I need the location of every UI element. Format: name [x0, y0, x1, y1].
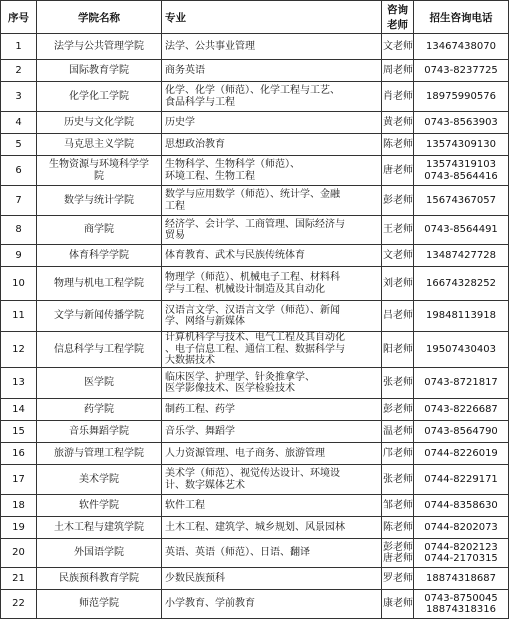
consult-teacher-name: 刘老师 [383, 277, 413, 289]
college-name-cell [37, 421, 162, 443]
college-name-line: 国际教育学院 [69, 64, 129, 76]
phone-number: 0743-8564491 [424, 224, 498, 236]
row-number: 18 [1, 495, 37, 517]
table-row [1, 332, 509, 368]
row-number: 9 [1, 245, 37, 267]
table-row [1, 590, 509, 619]
phone-number: 13467438070 [426, 40, 496, 52]
major-list-line: 美术学（师范）、视觉传达设计、环境设 [165, 468, 340, 479]
phone-cell [414, 156, 509, 186]
college-name-cell [37, 332, 162, 368]
consult-teacher-name: 邝老师 [383, 447, 413, 459]
phone-number: 18874318687 [426, 572, 496, 584]
phone-cell [414, 112, 509, 134]
consult-teacher-name: 文老师 [383, 249, 413, 261]
consult-teacher-name: 陈老师 [383, 521, 413, 533]
row-number: 1 [1, 34, 37, 60]
phone-number: 0744-8226019 [424, 447, 498, 459]
consult-teacher-cell [382, 134, 414, 156]
major-list-cell [162, 495, 382, 517]
header-phone: 招生咨询电话 [414, 1, 509, 34]
consult-teacher-name: 彭老师 [383, 541, 413, 553]
consult-teacher-name: 张老师 [383, 473, 413, 485]
major-list-cell [162, 245, 382, 267]
major-list-cell [162, 82, 382, 112]
row-number: 17 [1, 465, 37, 495]
major-list-line: 临床医学、护理学、针灸推拿学、 [165, 371, 315, 383]
major-list-cell [162, 443, 382, 465]
consult-teacher-name: 周老师 [383, 64, 413, 76]
major-list-line: 土木工程、建筑学、城乡规划、风景园林 [165, 521, 345, 533]
consult-teacher-cell [382, 186, 414, 216]
major-list-line: 法学、公共事业管理 [165, 40, 255, 52]
major-list-line: 经济学、会计学、工商管理、国际经济与 [165, 218, 345, 230]
consult-teacher-name: 吕老师 [383, 310, 413, 322]
consult-teacher-cell [382, 34, 414, 60]
phone-number: 0744-8229171 [424, 473, 498, 485]
phone-number: 0743-8750045 [424, 592, 498, 604]
row-number: 3 [1, 82, 37, 112]
consult-teacher-cell [382, 267, 414, 301]
header-major: 专业 [162, 1, 382, 34]
major-list-cell [162, 216, 382, 245]
major-list-line: 体育教育、武术与民族传统体育 [165, 249, 305, 261]
phone-cell [414, 34, 509, 60]
consult-teacher-cell [382, 399, 414, 421]
row-number: 2 [1, 60, 37, 82]
major-list-cell [162, 590, 382, 619]
consult-teacher-cell [382, 590, 414, 619]
college-name-cell [37, 368, 162, 399]
row-number: 8 [1, 216, 37, 245]
consult-teacher-cell [382, 421, 414, 443]
major-list-line: 软件工程 [165, 499, 205, 511]
major-list-line: 商务英语 [165, 64, 205, 76]
college-name-line: 土木工程与建筑学院 [54, 521, 144, 533]
consult-teacher-name: 文老师 [383, 40, 413, 52]
major-list-line: 历史学 [165, 116, 195, 128]
table-row [1, 82, 509, 112]
table-row [1, 465, 509, 495]
consult-teacher-name: 邹老师 [383, 499, 413, 511]
consult-teacher-name: 张老师 [383, 377, 413, 389]
college-name-line: 院 [94, 170, 104, 182]
row-number: 4 [1, 112, 37, 134]
consult-teacher-cell [382, 465, 414, 495]
college-name-line: 生物资源与环境科学学 [49, 159, 149, 170]
major-list-line: 计算机科学与技术、电气工程及其自动化 [165, 332, 345, 344]
consult-teacher-name: 温老师 [383, 425, 413, 437]
college-name-line: 音乐舞蹈学院 [69, 425, 129, 437]
phone-number: 0744-8202123 [424, 541, 498, 553]
phone-number: 13574309130 [426, 138, 496, 150]
phone-number: 19507430403 [426, 343, 496, 355]
consult-teacher-cell [382, 60, 414, 82]
table-row [1, 495, 509, 517]
row-number: 21 [1, 568, 37, 590]
table-row [1, 443, 509, 465]
college-name-cell [37, 245, 162, 267]
table-row [1, 568, 509, 590]
major-list-line: 工程 [165, 200, 185, 212]
college-name-cell [37, 443, 162, 465]
phone-cell [414, 368, 509, 399]
consult-teacher-name: 唐老师 [383, 164, 413, 176]
college-name-cell [37, 517, 162, 539]
table-row [1, 216, 509, 245]
college-name-line: 文学与新闻传播学院 [54, 310, 144, 322]
phone-cell [414, 517, 509, 539]
major-list-line: 少数民族预科 [165, 572, 225, 584]
major-list-line: 化学、化学（师范）、化学工程与工艺、 [165, 85, 340, 96]
college-name-line: 法学与公共管理学院 [54, 40, 144, 52]
phone-number: 0744-2170315 [424, 553, 498, 564]
college-name-line: 药学院 [84, 403, 114, 415]
table-row [1, 539, 509, 568]
college-name-cell [37, 465, 162, 495]
phone-number: 0744-8358630 [424, 499, 498, 511]
consult-teacher-name: 阳老师 [383, 343, 413, 355]
consult-teacher-cell [382, 245, 414, 267]
college-name-cell [37, 590, 162, 619]
college-name-line: 物理与机电工程学院 [54, 277, 144, 289]
table-row [1, 368, 509, 399]
major-list-cell [162, 568, 382, 590]
phone-number: 18975990576 [426, 90, 496, 102]
college-name-line: 美术学院 [79, 473, 119, 485]
major-list-cell [162, 368, 382, 399]
consult-teacher-name: 康老师 [383, 598, 413, 610]
consult-teacher-cell [382, 517, 414, 539]
major-list-cell [162, 517, 382, 539]
major-list-line: 音乐学、舞蹈学 [165, 425, 235, 437]
major-list-line: 学与工程、机械设计制造及其自动化 [165, 283, 325, 295]
college-name-cell [37, 539, 162, 568]
major-list-line: 计、数字媒体艺术 [165, 479, 245, 491]
phone-number: 0743-8564416 [424, 170, 498, 182]
phone-cell [414, 82, 509, 112]
consult-teacher-cell [382, 82, 414, 112]
table-row [1, 134, 509, 156]
row-number: 15 [1, 421, 37, 443]
major-list-cell [162, 134, 382, 156]
table-row [1, 301, 509, 332]
header-no: 序号 [1, 1, 37, 34]
major-list-line: 环境工程、生物工程 [165, 170, 255, 182]
major-list-line: 英语、英语（师范）、日语、翻译 [165, 547, 310, 559]
major-list-line: 生物科学、生物科学（师范）、 [165, 159, 300, 170]
college-name-line: 马克思主义学院 [64, 138, 134, 150]
table-row [1, 399, 509, 421]
phone-cell [414, 332, 509, 368]
row-number: 13 [1, 368, 37, 399]
college-name-line: 医学院 [84, 377, 114, 389]
consult-teacher-cell [382, 443, 414, 465]
row-number: 5 [1, 134, 37, 156]
phone-number: 19848113918 [426, 310, 496, 322]
major-list-cell [162, 186, 382, 216]
table-row [1, 112, 509, 134]
phone-cell [414, 186, 509, 216]
phone-cell [414, 421, 509, 443]
phone-number: 15674367057 [426, 194, 496, 206]
phone-number: 0743-8721817 [424, 377, 498, 389]
phone-cell [414, 568, 509, 590]
college-name-cell [37, 60, 162, 82]
table-row [1, 156, 509, 186]
row-number: 7 [1, 186, 37, 216]
phone-number: 18874318316 [426, 604, 496, 615]
phone-number: 0743-8564790 [424, 425, 498, 437]
consult-teacher-name: 唐老师 [383, 553, 413, 564]
major-list-cell [162, 332, 382, 368]
college-name-line: 化学化工学院 [69, 90, 129, 102]
phone-cell [414, 443, 509, 465]
major-list-line: 食品科学与工程 [165, 96, 235, 108]
phone-cell [414, 495, 509, 517]
phone-number: 0743-8226687 [424, 403, 498, 415]
phone-cell [414, 60, 509, 82]
table-row [1, 245, 509, 267]
table-row [1, 517, 509, 539]
phone-cell [414, 301, 509, 332]
row-number: 20 [1, 539, 37, 568]
major-list-line: 人力资源管理、电子商务、旅游管理 [165, 447, 325, 459]
major-list-line: 、电子信息工程、通信工程、数据科学与 [165, 343, 345, 355]
phone-number: 13574319103 [426, 159, 496, 170]
phone-cell [414, 399, 509, 421]
header-teacher: 咨询老师 [382, 1, 414, 34]
consult-teacher-name: 王老师 [383, 224, 413, 236]
phone-number: 0744-8202073 [424, 521, 498, 533]
consult-teacher-name: 罗老师 [383, 572, 413, 584]
phone-cell [414, 465, 509, 495]
major-list-line: 汉语言文学、汉语言文学（师范）、新闻 [165, 304, 340, 316]
table-row [1, 60, 509, 82]
major-list-cell [162, 539, 382, 568]
college-name-cell [37, 267, 162, 301]
consult-teacher-cell [382, 332, 414, 368]
consult-teacher-cell [382, 539, 414, 568]
major-list-cell [162, 34, 382, 60]
college-name-line: 信息科学与工程学院 [54, 343, 144, 355]
college-name-line: 旅游与管理工程学院 [54, 447, 144, 459]
consult-teacher-name: 陈老师 [383, 138, 413, 150]
college-name-cell [37, 495, 162, 517]
major-list-line: 小学教育、学前教育 [165, 598, 255, 610]
table-row [1, 186, 509, 216]
phone-cell [414, 539, 509, 568]
consult-teacher-name: 彭老师 [383, 194, 413, 206]
college-name-cell [37, 156, 162, 186]
college-name-cell [37, 568, 162, 590]
major-list-cell [162, 267, 382, 301]
college-name-line: 历史与文化学院 [64, 116, 134, 128]
table-row [1, 267, 509, 301]
consult-teacher-cell [382, 216, 414, 245]
college-name-line: 体育科学学院 [69, 249, 129, 261]
major-list-line: 大数据技术 [165, 355, 215, 367]
row-number: 11 [1, 301, 37, 332]
row-number: 22 [1, 590, 37, 619]
major-list-line: 贸易 [165, 230, 185, 241]
major-list-cell [162, 421, 382, 443]
college-name-cell [37, 82, 162, 112]
phone-number: 13487427728 [426, 249, 496, 261]
consult-teacher-cell [382, 301, 414, 332]
row-number: 19 [1, 517, 37, 539]
consult-teacher-name: 黄老师 [383, 116, 413, 128]
consult-teacher-cell [382, 368, 414, 399]
college-name-line: 软件学院 [79, 499, 119, 511]
major-list-line: 医学影像技术、医学检验技术 [165, 383, 295, 394]
major-list-cell [162, 112, 382, 134]
phone-cell [414, 245, 509, 267]
phone-cell [414, 134, 509, 156]
college-name-cell [37, 186, 162, 216]
major-list-cell [162, 465, 382, 495]
college-name-line: 师范学院 [79, 598, 119, 610]
major-list-line: 数学与应用数学（师范）、统计学、金融 [165, 189, 340, 200]
consult-teacher-cell [382, 495, 414, 517]
row-number: 10 [1, 267, 37, 301]
college-name-cell [37, 34, 162, 60]
college-name-line: 外国语学院 [74, 547, 124, 559]
college-name-line: 民族预科教育学院 [59, 572, 139, 584]
table-row [1, 34, 509, 60]
consult-teacher-name: 肖老师 [383, 90, 413, 102]
major-list-cell [162, 60, 382, 82]
phone-number: 0743-8237725 [424, 64, 498, 76]
consult-teacher-cell [382, 112, 414, 134]
major-list-line: 制药工程、药学 [165, 403, 235, 415]
consult-teacher-cell [382, 568, 414, 590]
header-college: 学院名称 [37, 1, 162, 34]
college-name-cell [37, 301, 162, 332]
major-list-cell [162, 156, 382, 186]
major-list-cell [162, 301, 382, 332]
college-name-cell [37, 112, 162, 134]
college-name-line: 数学与统计学院 [64, 194, 134, 206]
row-number: 14 [1, 399, 37, 421]
table-header-row [1, 1, 509, 34]
major-list-line: 物理学（师范）、机械电子工程、材料科 [165, 272, 340, 283]
major-list-cell [162, 399, 382, 421]
major-list-line: 思想政治教育 [165, 138, 225, 150]
row-number: 6 [1, 156, 37, 186]
consult-teacher-cell [382, 156, 414, 186]
college-name-cell [37, 399, 162, 421]
phone-number: 0743-8563903 [424, 116, 498, 128]
phone-cell [414, 267, 509, 301]
phone-number: 16674328252 [426, 277, 496, 289]
table-row [1, 421, 509, 443]
phone-cell [414, 216, 509, 245]
phone-cell [414, 590, 509, 619]
row-number: 12 [1, 332, 37, 368]
college-name-line: 商学院 [84, 224, 114, 236]
college-name-cell [37, 216, 162, 245]
consult-teacher-name: 彭老师 [383, 403, 413, 415]
major-list-line: 学、网络与新媒体 [165, 316, 245, 327]
row-number: 16 [1, 443, 37, 465]
college-name-cell [37, 134, 162, 156]
